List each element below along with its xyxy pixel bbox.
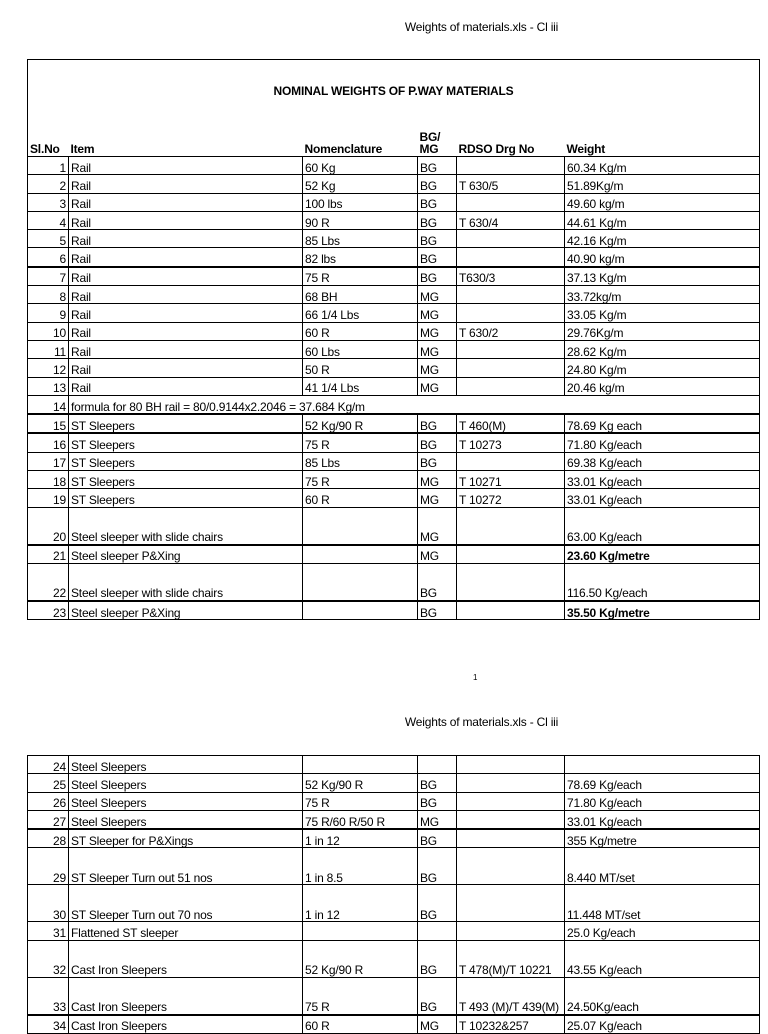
table-row [28,810,760,829]
item-cell: ST Sleepers [69,414,303,433]
gauge-cell: MG [418,377,457,395]
table-row [28,563,760,601]
nomenclature-cell [303,507,418,545]
nomenclature-cell: 52 Kg [303,175,418,193]
table-row [28,304,760,322]
gauge-cell: BG [418,267,457,286]
serial-number: 22 [28,563,69,601]
weight-cell: 78.69 Kg/each [565,774,760,792]
nomenclature-cell: 82 lbs [303,248,418,267]
item-cell: Rail [69,175,303,193]
serial-number: 5 [28,230,69,248]
item-cell: Flattened ST sleeper [69,922,303,940]
nomenclature-cell [303,922,418,940]
item-cell: Steel sleeper P&Xing [69,601,303,620]
item-cell: Rail [69,267,303,286]
gauge-cell: BG [418,175,457,193]
serial-number: 15 [28,414,69,433]
weight-cell: 33.05 Kg/m [565,304,760,322]
gauge-cell: MG [418,507,457,545]
drawing-number-cell [457,507,565,545]
item-cell: Rail [69,322,303,340]
drawing-number-cell [457,774,565,792]
item-cell: ST Sleepers [69,433,303,452]
weight-cell: 33.01 Kg/each [565,489,760,507]
nomenclature-cell: 100 lbs [303,193,418,211]
weight-cell: 71.80 Kg/each [565,792,760,810]
table-row [28,157,760,175]
item-cell: ST Sleeper Turn out 51 nos [69,848,303,885]
nomenclature-cell: 75 R [303,471,418,489]
serial-number: 21 [28,545,69,564]
gauge-cell: MG [418,810,457,829]
weight-cell: 24.50Kg/each [565,977,760,1015]
serial-number: 20 [28,507,69,545]
table-row [28,230,760,248]
weight-cell: 116.50 Kg/each [565,563,760,601]
table-row [28,211,760,229]
gauge-cell: BG [418,940,457,977]
nomenclature-cell: 1 in 8.5 [303,848,418,885]
column-header: RDSO Drg No [457,122,565,157]
page-header: Weights of materials.xls - Cl iii [404,715,559,729]
nomenclature-cell [303,545,418,564]
column-header: Weight [565,122,760,157]
item-cell: Rail [69,211,303,229]
weight-cell: 40.90 kg/m [565,248,760,267]
drawing-number-cell [457,922,565,940]
serial-number: 4 [28,211,69,229]
item-cell: Steel sleeper with slide chairs [69,507,303,545]
weight-cell: 44.61 Kg/m [565,211,760,229]
nomenclature-cell: 60 R [303,489,418,507]
gauge-cell: BG [418,193,457,211]
gauge-cell [418,922,457,940]
weights-table-continued [27,755,760,1034]
table-row [28,452,760,470]
weight-cell: 42.16 Kg/m [565,230,760,248]
weight-cell: 25.0 Kg/each [565,922,760,940]
gauge-cell: MG [418,286,457,304]
table-row [28,545,760,564]
nomenclature-cell: 75 R/60 R/50 R [303,810,418,829]
drawing-number-cell: T 460(M) [457,414,565,433]
table-row [28,267,760,286]
serial-number: 23 [28,601,69,620]
nomenclature-cell: 75 R [303,977,418,1015]
item-cell: Cast Iron Sleepers [69,1015,303,1034]
page-header: Weights of materials.xls - Cl iii [404,20,559,34]
nomenclature-cell: 68 BH [303,286,418,304]
drawing-number-cell: T 10271 [457,471,565,489]
page-number: 1 [473,673,478,682]
nomenclature-cell: 85 Lbs [303,230,418,248]
serial-number: 14 [28,395,69,414]
drawing-number-cell: T 630/2 [457,322,565,340]
table-row [28,977,760,1015]
item-cell: Cast Iron Sleepers [69,977,303,1015]
serial-number: 11 [28,340,69,358]
serial-number: 24 [28,756,69,774]
weight-cell: 51.89Kg/m [565,175,760,193]
table-row [28,601,760,620]
serial-number: 19 [28,489,69,507]
gauge-cell: BG [418,248,457,267]
gauge-cell: BG [418,211,457,229]
serial-number: 13 [28,377,69,395]
formula-note: formula for 80 BH rail = 80/0.9144x2.2046 = 37.684 Kg/m [69,395,760,414]
drawing-number-cell: T 10273 [457,433,565,452]
serial-number: 34 [28,1015,69,1034]
serial-number: 1 [28,157,69,175]
weight-cell: 60.34 Kg/m [565,157,760,175]
nomenclature-cell: 66 1/4 Lbs [303,304,418,322]
nomenclature-cell [303,601,418,620]
table-row [28,1015,760,1034]
weight-cell: 33.01 Kg/each [565,810,760,829]
drawing-number-cell [457,756,565,774]
drawing-number-cell [457,230,565,248]
table-row [28,377,760,395]
gauge-cell: BG [418,433,457,452]
table-row [28,792,760,810]
drawing-number-cell: T 10232&257 [457,1015,565,1034]
drawing-number-cell [457,601,565,620]
table-row [28,489,760,507]
item-cell: ST Sleeper for P&Xings [69,829,303,848]
weight-cell: 355 Kg/metre [565,829,760,848]
drawing-number-cell: T 478(M)/T 10221 [457,940,565,977]
weight-cell: 69.38 Kg/each [565,452,760,470]
item-cell: Rail [69,359,303,377]
gauge-cell: BG [418,977,457,1015]
serial-number: 7 [28,267,69,286]
nomenclature-cell [303,563,418,601]
gauge-cell: BG [418,157,457,175]
table-row [28,395,760,414]
item-cell: ST Sleeper Turn out 70 nos [69,885,303,922]
table-row [28,471,760,489]
drawing-number-cell [457,810,565,829]
item-cell: ST Sleepers [69,452,303,470]
item-cell: Rail [69,286,303,304]
gauge-cell: BG [418,792,457,810]
drawing-number-cell: T 630/4 [457,211,565,229]
drawing-number-cell [457,848,565,885]
gauge-cell: BG [418,563,457,601]
gauge-cell: BG [418,601,457,620]
item-cell: Rail [69,248,303,267]
gauge-cell: BG [418,885,457,922]
serial-number: 16 [28,433,69,452]
table-row [28,433,760,452]
item-cell: Rail [69,193,303,211]
gauge-cell: MG [418,489,457,507]
item-cell: Rail [69,377,303,395]
serial-number: 32 [28,940,69,977]
table-row [28,286,760,304]
drawing-number-cell [457,452,565,470]
weight-cell: 33.72kg/m [565,286,760,304]
nomenclature-cell: 52 Kg/90 R [303,414,418,433]
gauge-cell: MG [418,322,457,340]
serial-number: 27 [28,810,69,829]
nomenclature-cell: 75 R [303,792,418,810]
drawing-number-cell [457,248,565,267]
drawing-number-cell: T 493 (M)/T 439(M) [457,977,565,1015]
weight-cell: 20.46 kg/m [565,377,760,395]
weight-cell: 24.80 Kg/m [565,359,760,377]
gauge-cell: MG [418,304,457,322]
column-header: Sl.No [28,122,69,157]
item-cell: Steel Sleepers [69,792,303,810]
serial-number: 30 [28,885,69,922]
drawing-number-cell [457,885,565,922]
serial-number: 17 [28,452,69,470]
serial-number: 25 [28,774,69,792]
serial-number: 26 [28,792,69,810]
serial-number: 28 [28,829,69,848]
item-cell: Steel sleeper P&Xing [69,545,303,564]
weights-table [27,59,760,620]
nomenclature-cell: 85 Lbs [303,452,418,470]
item-cell: Rail [69,340,303,358]
drawing-number-cell [457,286,565,304]
serial-number: 8 [28,286,69,304]
gauge-cell: BG [418,829,457,848]
nomenclature-cell: 60 Lbs [303,340,418,358]
weight-cell: 37.13 Kg/m [565,267,760,286]
serial-number: 29 [28,848,69,885]
item-cell: Steel Sleepers [69,774,303,792]
gauge-cell: MG [418,1015,457,1034]
drawing-number-cell: T 10272 [457,489,565,507]
item-cell: Steel sleeper with slide chairs [69,563,303,601]
weight-cell [565,756,760,774]
serial-number: 2 [28,175,69,193]
gauge-cell: MG [418,359,457,377]
nomenclature-cell [303,756,418,774]
weight-cell: 28.62 Kg/m [565,340,760,358]
weight-cell: 49.60 kg/m [565,193,760,211]
weight-cell: 78.69 Kg each [565,414,760,433]
table-row [28,193,760,211]
nomenclature-cell: 60 Kg [303,157,418,175]
item-cell: Cast Iron Sleepers [69,940,303,977]
item-cell: ST Sleepers [69,471,303,489]
nomenclature-cell: 90 R [303,211,418,229]
weight-cell: 23.60 Kg/metre [565,545,760,564]
serial-number: 12 [28,359,69,377]
drawing-number-cell [457,829,565,848]
serial-number: 3 [28,193,69,211]
gauge-cell: BG [418,230,457,248]
serial-number: 18 [28,471,69,489]
table-row [28,848,760,885]
table-row [28,829,760,848]
serial-number: 6 [28,248,69,267]
drawing-number-cell [457,792,565,810]
column-header: Item [69,122,303,157]
drawing-number-cell: T 630/5 [457,175,565,193]
serial-number: 9 [28,304,69,322]
table-row [28,322,760,340]
item-cell: Rail [69,304,303,322]
table-row [28,359,760,377]
serial-number: 33 [28,977,69,1015]
weight-cell: 35.50 Kg/metre [565,601,760,620]
drawing-number-cell [457,563,565,601]
gauge-cell: MG [418,471,457,489]
drawing-number-cell [457,157,565,175]
table-row [28,175,760,193]
table-title: NOMINAL WEIGHTS OF P.WAY MATERIALS [28,60,760,123]
nomenclature-cell: 1 in 12 [303,829,418,848]
weight-cell: 25.07 Kg/each [565,1015,760,1034]
nomenclature-cell: 52 Kg/90 R [303,774,418,792]
drawing-number-cell [457,359,565,377]
weight-cell: 33.01 Kg/each [565,471,760,489]
table-row [28,774,760,792]
table-row [28,756,760,774]
table-row [28,507,760,545]
table-row [28,885,760,922]
gauge-cell [418,756,457,774]
nomenclature-cell: 60 R [303,1015,418,1034]
item-cell: ST Sleepers [69,489,303,507]
gauge-cell: MG [418,545,457,564]
item-cell: Steel Sleepers [69,810,303,829]
weight-cell: 8.440 MT/set [565,848,760,885]
item-cell: Rail [69,157,303,175]
weight-cell: 43.55 Kg/each [565,940,760,977]
nomenclature-cell: 50 R [303,359,418,377]
gauge-cell: BG [418,774,457,792]
column-header: BG/ MG [418,122,457,157]
nomenclature-cell: 52 Kg/90 R [303,940,418,977]
table-row [28,414,760,433]
nomenclature-cell: 60 R [303,322,418,340]
weight-cell: 63.00 Kg/each [565,507,760,545]
weight-cell: 71.80 Kg/each [565,433,760,452]
column-header: Nomenclature [303,122,418,157]
gauge-cell: BG [418,452,457,470]
serial-number: 31 [28,922,69,940]
drawing-number-cell [457,193,565,211]
gauge-cell: BG [418,848,457,885]
nomenclature-cell: 75 R [303,433,418,452]
gauge-cell: MG [418,340,457,358]
table-row [28,248,760,267]
nomenclature-cell: 41 1/4 Lbs [303,377,418,395]
weight-cell: 11.448 MT/set [565,885,760,922]
weight-cell: 29.76Kg/m [565,322,760,340]
nomenclature-cell: 75 R [303,267,418,286]
item-cell: Rail [69,230,303,248]
nomenclature-cell: 1 in 12 [303,885,418,922]
drawing-number-cell [457,377,565,395]
table-row [28,940,760,977]
table-row [28,340,760,358]
gauge-cell: BG [418,414,457,433]
drawing-number-cell [457,545,565,564]
item-cell: Steel Sleepers [69,756,303,774]
drawing-number-cell: T630/3 [457,267,565,286]
drawing-number-cell [457,340,565,358]
drawing-number-cell [457,304,565,322]
serial-number: 10 [28,322,69,340]
table-row [28,922,760,940]
